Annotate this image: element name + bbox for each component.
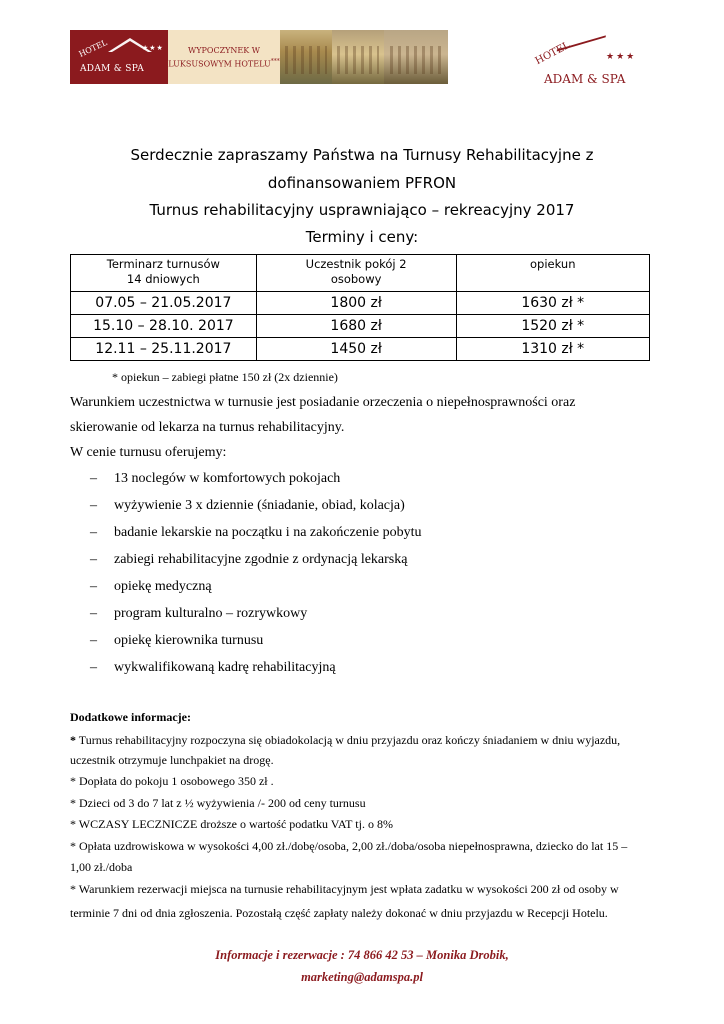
- list-item: program kulturalno – rozrywkowy: [114, 606, 308, 621]
- list-bullet: –: [90, 498, 97, 513]
- additional-info-item: * Dzieci od 3 do 7 lat z ½ wyżywienia /- 200 od ceny turnusu: [70, 796, 366, 810]
- banner-tagline-line1: WYPOCZYNEK W: [188, 45, 260, 55]
- conditions-line-1: Warunkiem uczestnictwa w turnusie jest posiadanie orzeczenia o niepełnosprawności oraz: [70, 395, 576, 410]
- hotel-photo-2: [332, 30, 384, 84]
- list-item: zabiegi rehabilitacyjne zgodnie z ordynacją lekarską: [114, 552, 408, 567]
- list-item: 13 noclegów w komfortowych pokojach: [114, 471, 341, 486]
- hotel-logo: [528, 34, 648, 94]
- table-cell-participant-price: 1680 zł: [256, 315, 456, 338]
- footer-email[interactable]: marketing@adamspa.pl: [301, 970, 423, 984]
- conditions-line-2: skierowanie od lekarza na turnus rehabilitacyjny.: [70, 420, 345, 435]
- hotel-photo-3: [384, 30, 448, 84]
- list-item: opiekę kierownika turnusu: [114, 633, 264, 648]
- table-header-cell: opiekun: [456, 255, 649, 292]
- logo-stars: ★★★: [606, 52, 637, 62]
- list-item: badanie lekarskie na początku i na zakończenie pobytu: [114, 525, 422, 540]
- banner-tagline-line2: LUKSUSOWYM HOTELU: [168, 59, 271, 69]
- additional-info-item: terminie 7 dni od dnia zgłoszenia. Pozostałą część zapłaty należy dokonać w dniu przyjazdu w Recepcji Hotelu.: [70, 906, 608, 920]
- table-cell-dates: 15.10 – 28.10. 2017: [71, 315, 257, 338]
- list-bullet: –: [90, 633, 97, 648]
- table-cell-participant-price: 1450 zł: [256, 338, 456, 361]
- offer-intro: W cenie turnusu oferujemy:: [70, 445, 227, 460]
- table-cell-caregiver-price: 1520 zł *: [456, 315, 649, 338]
- table-note: * opiekun – zabiegi płatne 150 zł (2x dziennie): [112, 370, 338, 384]
- table-row: [71, 338, 650, 361]
- logo-name: ADAM & SPA: [544, 72, 626, 86]
- list-item: wykwalifikowaną kadrę rehabilitacyjną: [114, 660, 336, 675]
- additional-info-item: [70, 733, 620, 748]
- logo-hotel-word: HOTEL: [533, 39, 572, 68]
- table-row: [71, 292, 650, 315]
- table-cell-caregiver-price: 1630 zł *: [456, 292, 649, 315]
- additional-info-title: Dodatkowe informacje:: [70, 710, 191, 724]
- table-cell-dates: 12.11 – 25.11.2017: [71, 338, 257, 361]
- additional-info-item: 1,00 zł./doba: [70, 860, 133, 874]
- heading-line-1: Serdecznie zapraszamy Państwa na Turnusy Rehabilitacyjne z: [130, 146, 594, 164]
- additional-info-item: * Warunkiem rezerwacji miejsca na turnusie rehabilitacyjnym jest wpłata zadatku w wysokości 200 zł od osoby w: [70, 882, 619, 896]
- additional-info-item: uczestnik otrzymuje lunchpakiet na drogę.: [70, 753, 274, 767]
- list-bullet: –: [90, 525, 97, 540]
- table-header-row: [71, 255, 650, 292]
- additional-info-text: Turnus rehabilitacyjny rozpoczyna się obiadokolacją w dniu przyjazdu oraz kończy śniadaniem w dniu wyjazdu,: [76, 733, 621, 747]
- header-banner: [70, 30, 448, 84]
- list-item: wyżywienie 3 x dziennie (śniadanie, obiad, kolacja): [114, 498, 405, 513]
- banner-logo-hotel: HOTEL: [77, 38, 109, 59]
- list-bullet: –: [90, 552, 97, 567]
- table-cell-caregiver-price: 1310 zł *: [456, 338, 649, 361]
- banner-logo: [70, 30, 168, 84]
- heading-line-4: Terminy i ceny:: [305, 228, 419, 246]
- heading-line-3: Turnus rehabilitacyjny usprawniająco – rekreacyjny 2017: [149, 201, 575, 219]
- table-row: [71, 315, 650, 338]
- table-cell-participant-price: 1800 zł: [256, 292, 456, 315]
- table-header-cell: Uczestnik pokój 2 osobowy: [256, 255, 456, 292]
- additional-info-item: * Opłata uzdrowiskowa w wysokości 4,00 zł./dobę/osoba, 2,00 zł./doba/osoba niepełnosprawna, dziecko do lat 15 –: [70, 839, 628, 853]
- table-header-cell: Terminarz turnusów 14 dniowych: [71, 255, 257, 292]
- list-bullet: –: [90, 606, 97, 621]
- list-item: opiekę medyczną: [114, 579, 212, 594]
- table-cell-dates: 07.05 – 21.05.2017: [71, 292, 257, 315]
- heading-line-2: dofinansowaniem PFRON: [267, 174, 457, 192]
- footer-contact: Informacje i rezerwacje : 74 866 42 53 – Monika Drobik,: [215, 948, 509, 962]
- banner-logo-stars: ★★★: [142, 44, 164, 52]
- hotel-photo-1: [280, 30, 332, 84]
- additional-info-item: * Dopłata do pokoju 1 osobowego 350 zł .: [70, 774, 274, 788]
- price-table: [70, 254, 650, 361]
- banner-tagline: [168, 30, 280, 84]
- list-bullet: –: [90, 579, 97, 594]
- banner-tagline-stars: ***: [270, 57, 280, 65]
- list-bullet: –: [90, 471, 97, 486]
- additional-star: *: [70, 733, 76, 747]
- list-bullet: –: [90, 660, 97, 675]
- banner-logo-name: ADAM & SPA: [80, 64, 145, 74]
- additional-info-item: * WCZASY LECZNICZE droższe o wartość podatku VAT tj. o 8%: [70, 817, 393, 831]
